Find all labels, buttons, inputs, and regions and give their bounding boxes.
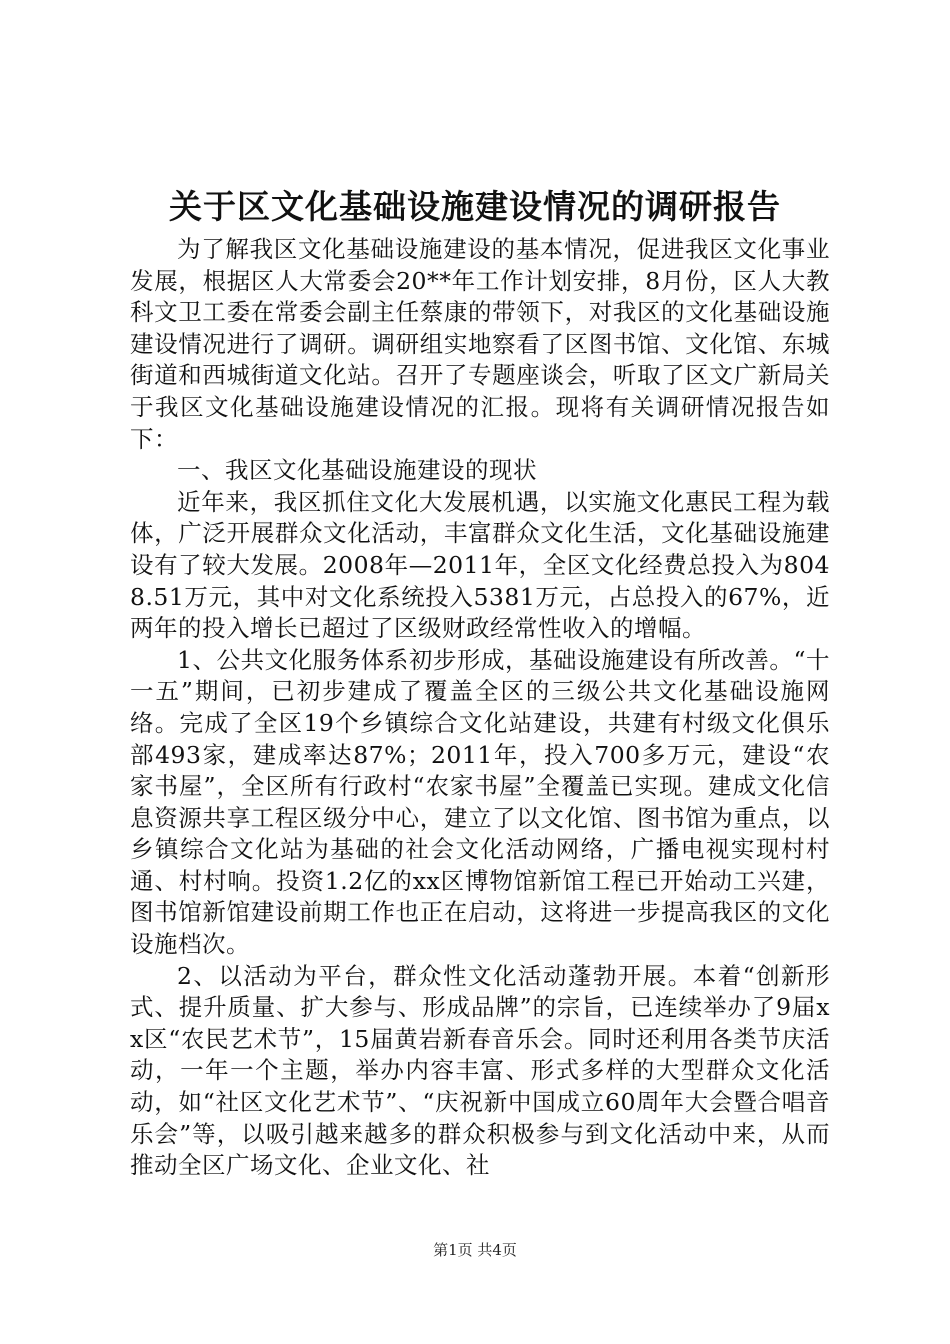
document-title: 关于区文化基础设施建设情况的调研报告 — [169, 187, 781, 226]
paragraph-overview: 近年来，我区抓住文化大发展机遇，以实施文化惠民工程为载体，广泛开展群众文化活动，丰富群众文化生活，文化基础设施建设有了较大发展。2008年—2011年，全区文化经费总投入为8048.51万元，其中对文化系统投入5381万元，占总投入的67%，近两年的投入增长已超过了区级财政经常性收入的增幅。 — [130, 487, 830, 643]
document-body — [130, 234, 830, 1182]
section-heading-status: 一、我区文化基础设施建设的现状 — [177, 456, 537, 485]
paragraph-item-1: 1、公共文化服务体系初步形成，基础设施建设有所改善。“十一五”期间，已初步建成了覆盖全区的三级公共文化基础设施网络。完成了全区19个乡镇综合文化站建设，共建有村级文化俱乐部493家，建成率达87%；2011年，投入700多万元，建设“农家书屋”，全区所有行政村“农家书屋”全覆盖已实现。建成文化信息资源共享工程区级分中心，建立了以文化馆、图书馆为重点，以乡镇综合文化站为基础的社会文化活动网络，广播电视实现村村通、村村响。投资1.2亿的xx区博物馆新馆工程已开始动工兴建，图书馆新馆建设前期工作也正在启动，这将进一步提高我区的文化设施档次。 — [130, 645, 830, 959]
page-footer: 第1页 共4页 — [433, 1241, 517, 1259]
paragraph-item-2: 2、以活动为平台，群众性文化活动蓬勃开展。本着“创新形式、提升质量、扩大参与、形成品牌”的宗旨，已连续举办了9届xx区“农民艺术节”，15届黄岩新春音乐会。同时还利用各类节庆活动，一年一个主题，举办内容丰富、形式多样的大型群众文化活动，如“社区文化艺术节”、“庆祝新中国成立60周年大会暨合唱音乐会”等，以吸引越来越多的群众积极参与到文化活动中来，从而推动全区广场文化、企业文化、社 — [130, 961, 830, 1180]
paragraph-intro: 为了解我区文化基础设施建设的基本情况，促进我区文化事业发展，根据区人大常委会20**年工作计划安排，8月份，区人大教科文卫工委在常委会副主任蔡康的带领下，对我区的文化基础设施建设情况进行了调研。调研组实地察看了区图书馆、文化馆、东城街道和西城街道文化站。召开了专题座谈会，听取了区文广新局关于我区文化基础设施建设情况的汇报。现将有关调研情况报告如下： — [130, 235, 830, 453]
